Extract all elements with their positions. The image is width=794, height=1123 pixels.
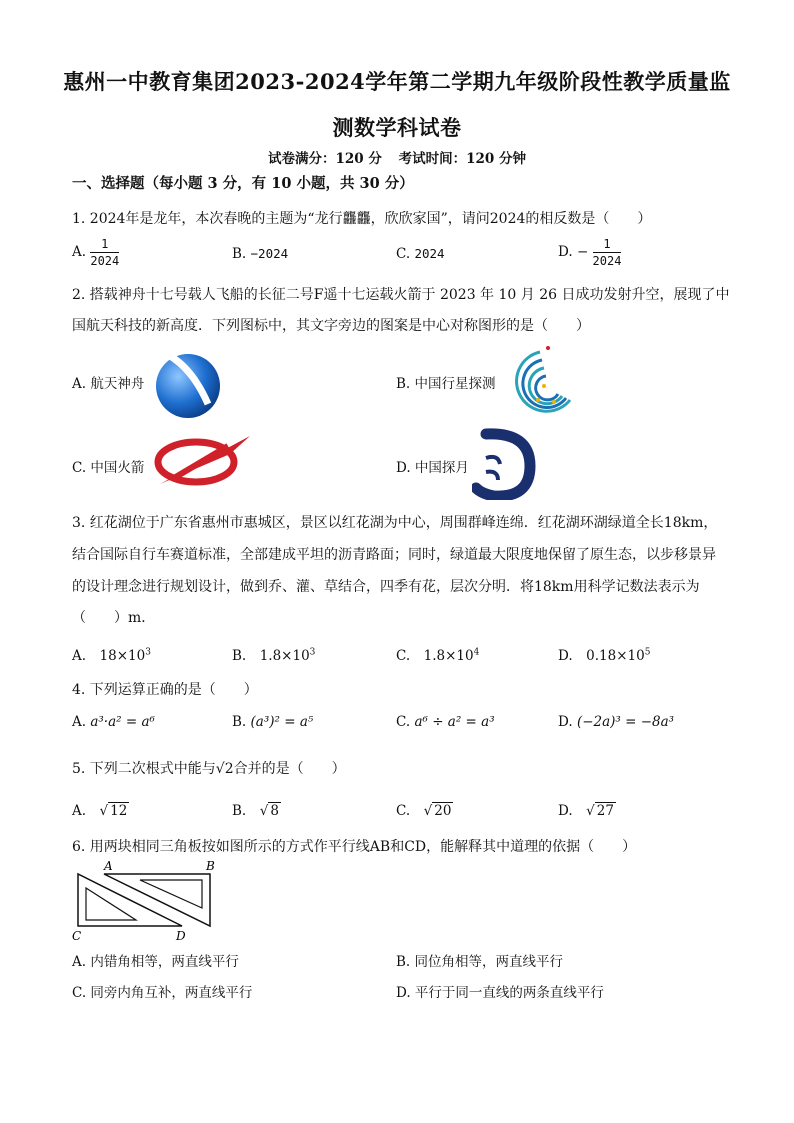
- q4-option-d[interactable]: D. (−2a)³ = −8a³: [558, 714, 675, 730]
- q2-option-c[interactable]: C. 中国火箭: [72, 460, 145, 476]
- q5-option-c[interactable]: C. √ 20: [396, 803, 452, 819]
- question-3-line-1: 3. 红花湖位于广东省惠州市惠城区，景区以红花湖为中心，周围群峰连绵．红花湖环湖绿道全长18km，: [72, 515, 718, 531]
- question-3-line-2: 结合国际自行车赛道标准，全部建成平坦的沥青路面；同时，绿道最大限度地保留了原生态，以步移景异: [72, 547, 716, 563]
- lunar-exploration-logo-icon: [472, 428, 536, 500]
- shenzhou-logo-icon: [146, 342, 226, 422]
- question-1-stem: 1. 2024年是龙年，本次春晚的主题为“龙行龘龘，欣欣家国”，请问2024的相反数是（ ）: [72, 211, 652, 227]
- exam-title-line1: 惠州一中教育集团2023-2024学年第二学期九年级阶段性教学质量监: [63, 69, 731, 94]
- fraction: $\frac{1}{2024}$: [592, 237, 622, 268]
- question-3-line-3: 的设计理念进行规划设计，做到乔、灌、草结合，四季有花，层次分明．将18km用科学记数法表示为: [72, 579, 700, 595]
- point-d-label: D: [176, 929, 186, 942]
- q3-option-b[interactable]: B. $1.8\times 10^3$: [232, 647, 316, 664]
- question-3-line-4: （ ）m．: [72, 610, 156, 626]
- q1-option-a[interactable]: A. $\frac{1}{2024}$: [72, 237, 120, 268]
- point-c-label: C: [72, 929, 82, 942]
- question-2-stem-1: 2. 搭载神舟十七号载人飞船的长征二号F遥十七运载火箭于 2023 年 10 月 26 日成功发射升空，展现了中: [72, 287, 730, 303]
- q6-option-a[interactable]: A. 内错角相等，两直线平行: [72, 954, 239, 970]
- point-b-label: B: [206, 859, 215, 873]
- q2-option-b[interactable]: B. 中国行星探测: [396, 376, 496, 392]
- point-a-label: A: [104, 859, 113, 873]
- china-rocket-logo-icon: [150, 432, 254, 490]
- full-score: 试卷满分：120 分: [268, 151, 382, 167]
- q3-option-c[interactable]: C. $1.8\times 10^4$: [396, 647, 480, 664]
- question-5-stem: 5. 下列二次根式中能与√2合并的是（ ）: [72, 761, 346, 777]
- question-4-stem: 4. 下列运算正确的是（ ）: [72, 682, 258, 698]
- triangle-ruler-figure: [70, 858, 230, 942]
- q5-option-b[interactable]: B. √ 8: [232, 803, 279, 819]
- q1-option-c[interactable]: C. 2024: [396, 246, 445, 262]
- q5-option-d[interactable]: D. √ 27: [558, 803, 614, 819]
- exam-info: [0, 147, 794, 167]
- q1-option-d[interactable]: D. − $\frac{1}{2024}$: [558, 237, 622, 268]
- exam-time: 考试时间：120 分钟: [398, 151, 526, 167]
- fraction: $\frac{1}{2024}$: [90, 237, 120, 268]
- q3-option-d[interactable]: D. $0.18\times 10^5$: [558, 647, 651, 664]
- question-2-stem-2: 国航天科技的新高度．下列图标中，其文字旁边的图案是中心对称图形的是（ ）: [72, 318, 590, 334]
- q6-option-b[interactable]: B. 同位角相等，两直线平行: [396, 954, 564, 970]
- exam-title-line2: 测数学科试卷: [332, 115, 462, 140]
- q1-option-b[interactable]: B. −2024: [232, 246, 289, 262]
- q3-option-a[interactable]: A. $18\times 10^3$: [72, 647, 151, 664]
- q4-option-b[interactable]: B. (a³)² = a⁵: [232, 714, 314, 730]
- question-6-stem: 6. 用两块相同三角板按如图所示的方式作平行线AB和CD，能解释其中道理的依据（ ）: [72, 839, 637, 855]
- q4-option-c[interactable]: C. a⁶ ÷ a² = a³: [396, 714, 495, 730]
- q4-option-a[interactable]: A. a³·a² = a⁶: [72, 714, 155, 730]
- q2-option-a[interactable]: A. 航天神舟: [72, 376, 145, 392]
- planet-exploration-logo-icon: [500, 340, 580, 420]
- q2-option-d[interactable]: D. 中国探月: [396, 460, 469, 476]
- q6-option-d[interactable]: D. 平行于同一直线的两条直线平行: [396, 985, 604, 1001]
- q6-option-c[interactable]: C. 同旁内角互补，两直线平行: [72, 985, 253, 1001]
- q5-option-a[interactable]: A. √ 12: [72, 803, 128, 819]
- section-heading: 一、选择题（每小题 3 分，有 10 小题，共 30 分）: [72, 175, 414, 192]
